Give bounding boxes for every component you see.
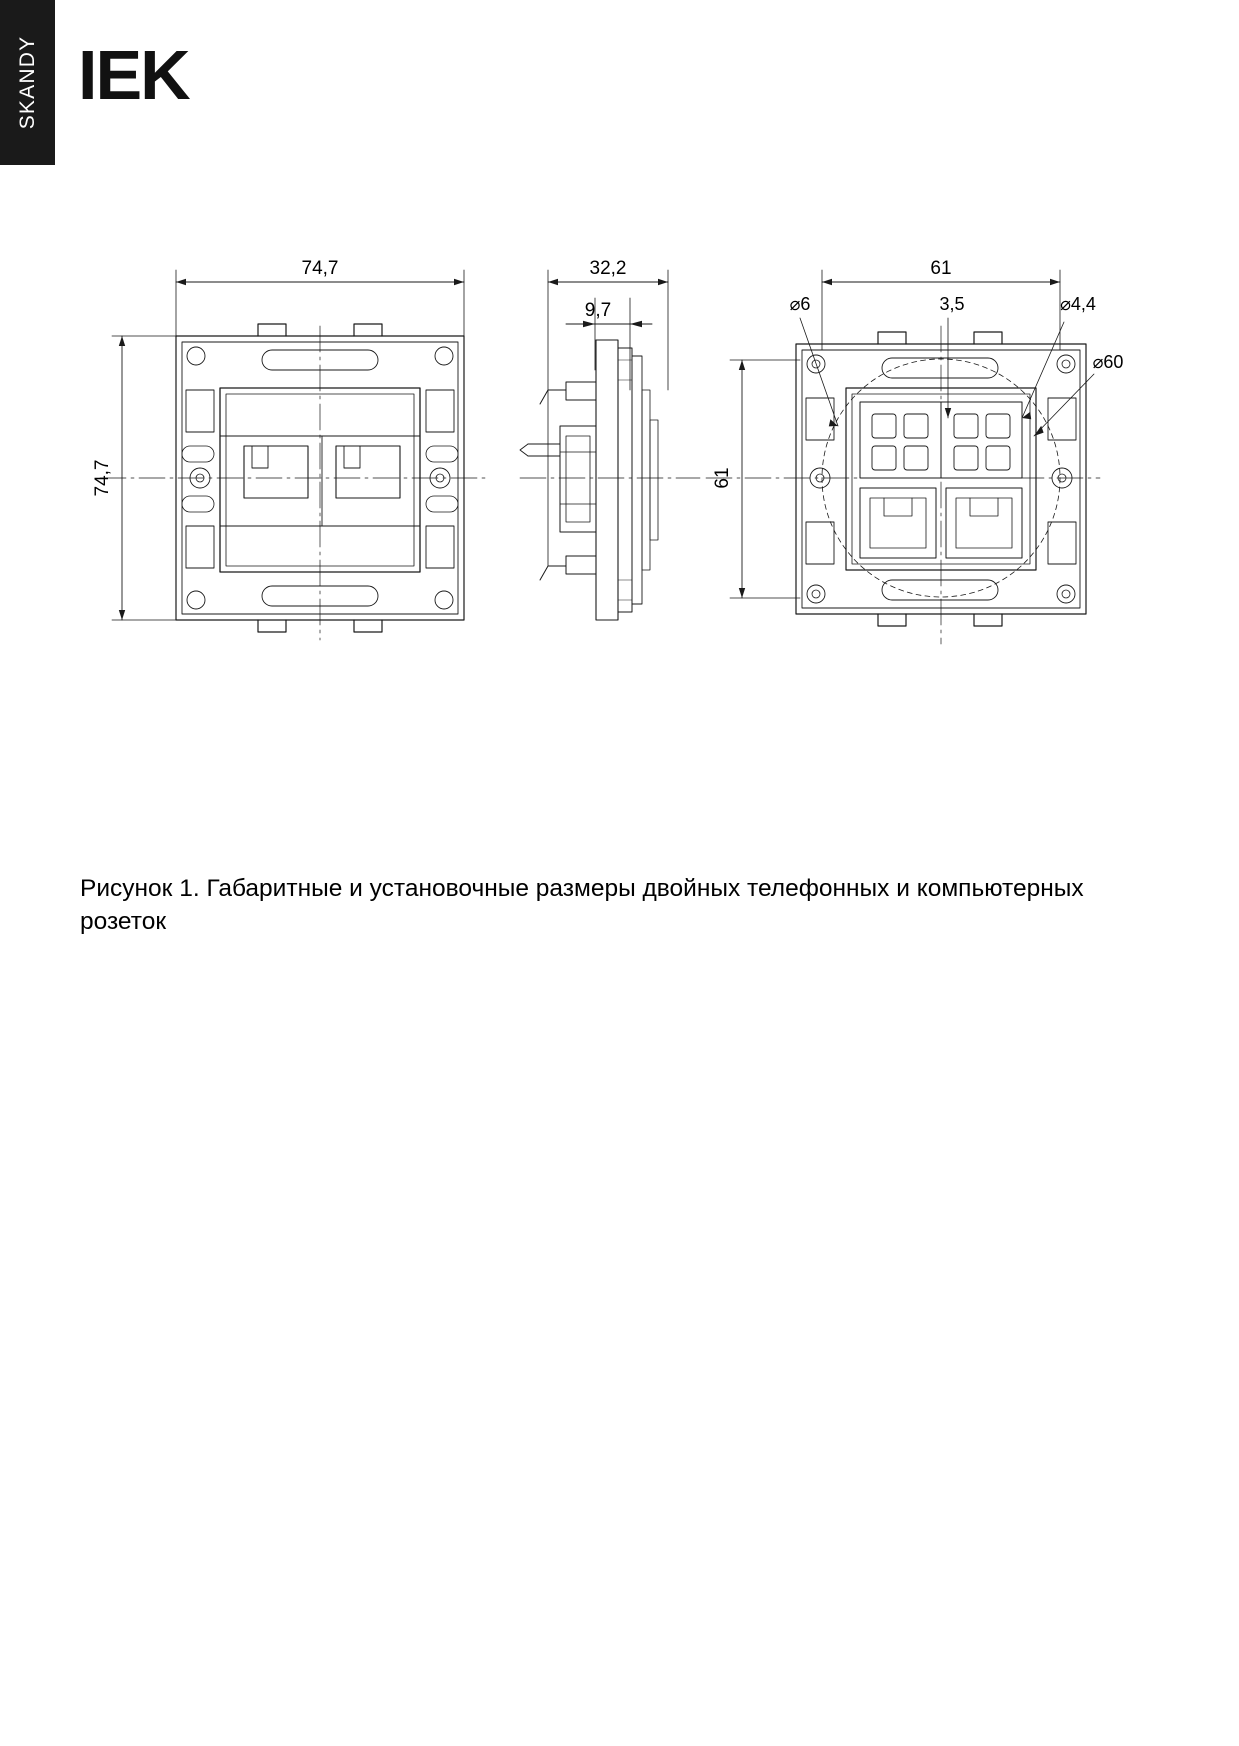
- dim-side-depth: 32,2: [589, 258, 627, 279]
- dim-circle-d60: ⌀60: [1092, 352, 1124, 372]
- dim-hole-d4-4: ⌀4,4: [1060, 294, 1096, 314]
- dim-rear-width: 61: [930, 258, 952, 279]
- dim-gap-3-5: 3,5: [939, 294, 965, 314]
- figure-caption: Рисунок 1. Габаритные и установочные размеры двойных телефонных и компьютерных розеток: [80, 875, 1084, 936]
- technical-drawing: [0, 240, 1239, 660]
- rear-view-drawing: [706, 270, 1100, 644]
- dim-rear-height: 61: [712, 467, 733, 489]
- series-label: SKANDY: [15, 35, 39, 130]
- dim-side-front-thickness: 9,7: [584, 300, 612, 321]
- logo-text: IEK: [78, 36, 189, 114]
- dim-hole-d6: ⌀6: [789, 294, 811, 314]
- front-view-drawing: [100, 270, 486, 640]
- dim-front-height: 74,7: [92, 459, 113, 497]
- side-view-drawing: [520, 270, 700, 620]
- brand-sidebar: [0, 0, 55, 165]
- dim-front-width: 74,7: [301, 258, 339, 279]
- iek-logo: [78, 36, 189, 114]
